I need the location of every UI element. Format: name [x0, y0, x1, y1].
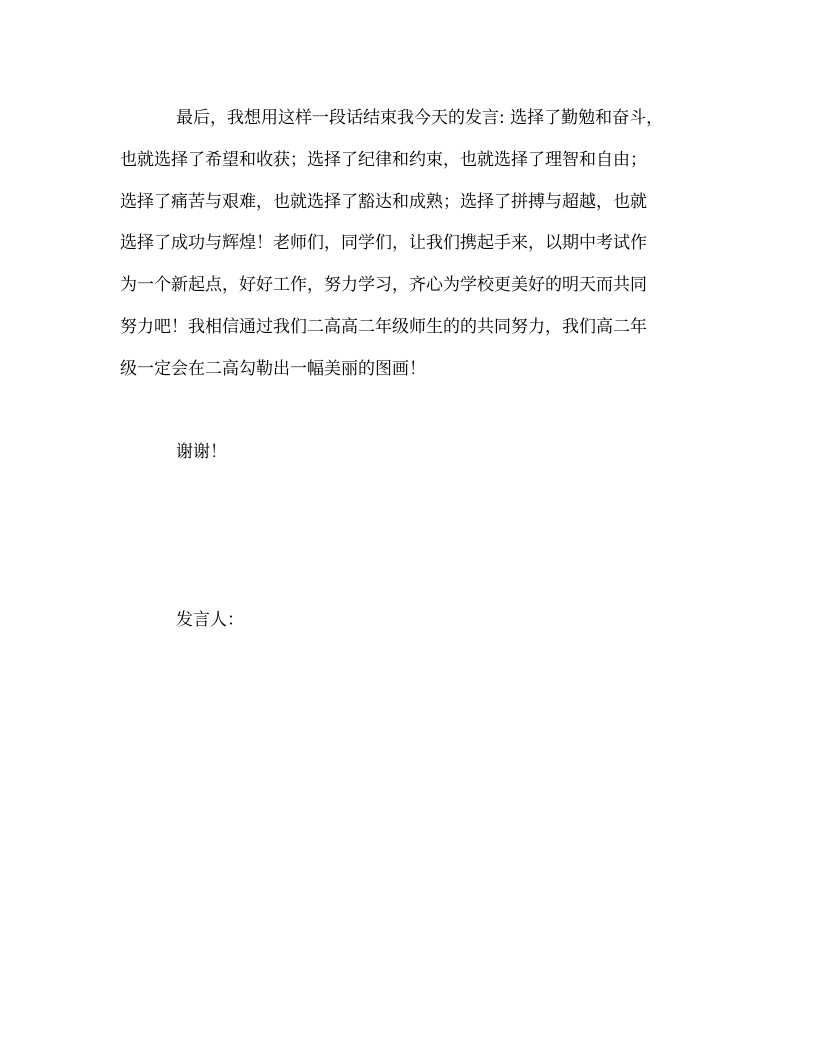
thanks-text: 谢谢！: [176, 442, 227, 462]
paragraph-line-5: 为一个新起点，好好工作，努力学习，齐心为学校更美好的明天而共同: [120, 275, 647, 295]
paragraph-line-1: 最后，我想用这样一段话结束我今天的发言: 选择了勤勉和奋斗，: [176, 108, 664, 128]
paragraph-line-7: 级一定会在二高勾勒出一幅美丽的图画！: [120, 359, 426, 379]
paragraph-line-2: 也就选择了希望和收获；选择了纪律和约束，也就选择了理智和自由；: [120, 150, 647, 170]
paragraph-line-6: 努力吧！我相信通过我们二高高二年级师生的的共同努力，我们高二年: [120, 317, 647, 337]
speaker-label: 发言人：: [176, 610, 244, 630]
paragraph-line-3: 选择了痛苦与艰难，也就选择了豁达和成熟；选择了拼搏与超越，也就: [120, 192, 647, 212]
paragraph-line-4: 选择了成功与辉煌！老师们，同学们，让我们携起手来，以期中考试作: [120, 233, 647, 253]
